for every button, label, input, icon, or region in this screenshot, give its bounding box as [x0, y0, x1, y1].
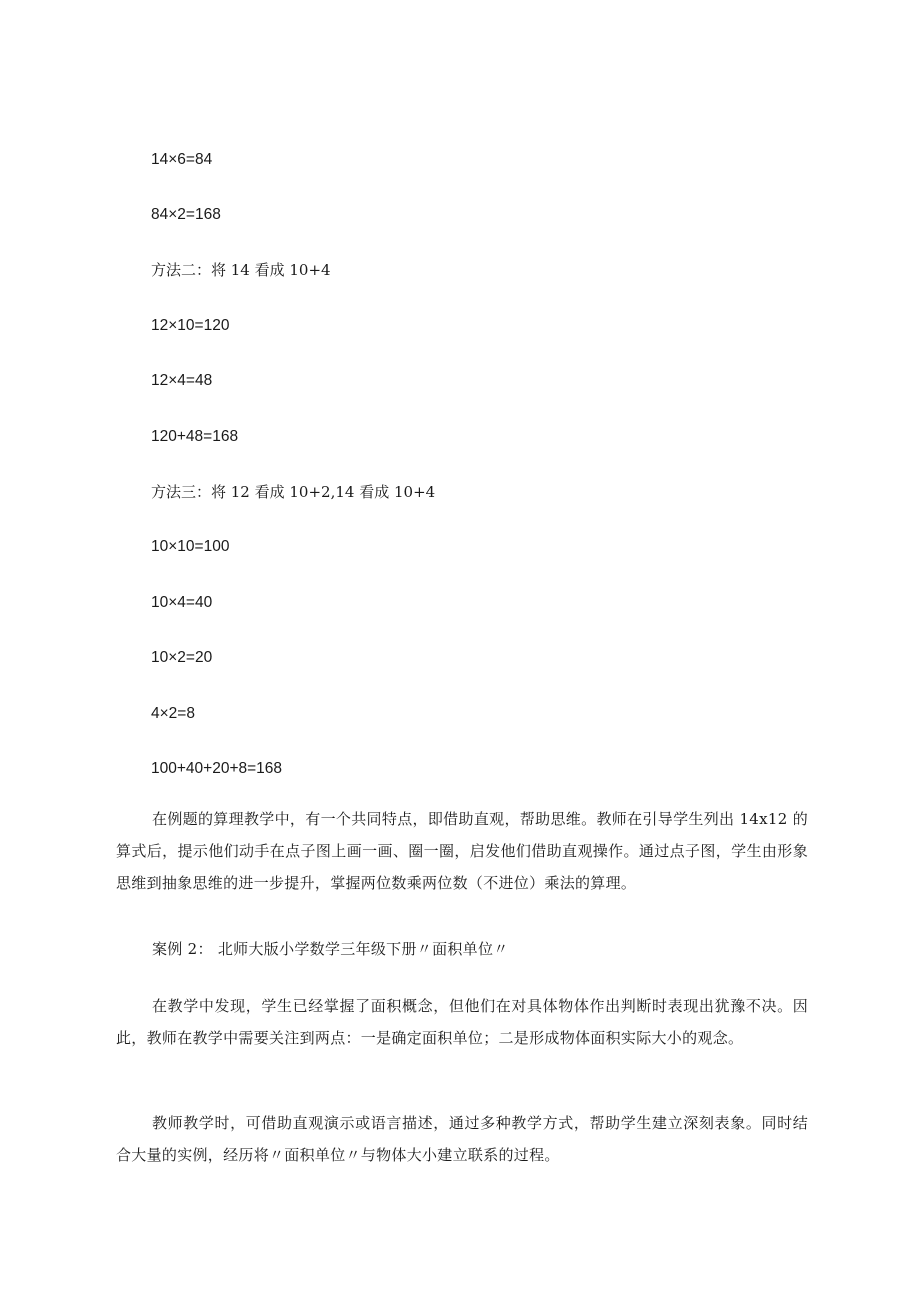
calc-line-sum: 100+40+20+8=168	[151, 760, 283, 777]
calc-line-10x2: 10×2=20	[151, 649, 213, 666]
calc-line-12x4: 12×4=48	[151, 372, 213, 389]
paragraph-arithmetic-teaching: 在例题的算理教学中，有一个共同特点，即借助直观，帮助思维。教师在引导学生列出 14x12 的算式后，提示他们动手在点子图上画一画、圈一圈，启发他们借助直观操作。通过点子图，学生由形象思维到抽象思维的进一步提升，掌握两位数乘两位数（不进位）乘法的算理。	[116, 810, 808, 892]
case-2-heading: 案例 2： 北师大版小学数学三年级下册〃面积单位〃	[152, 940, 509, 958]
calc-line-84x2: 84×2=168	[151, 206, 221, 223]
method-two-heading: 方法二：将 14 看成 10+4	[151, 261, 331, 279]
calc-line-4x2: 4×2=8	[151, 705, 195, 722]
calc-line-14x6: 14×6=84	[151, 151, 213, 168]
calc-line-10x10: 10×10=100	[151, 538, 230, 555]
calc-line-120-48: 120+48=168	[151, 428, 239, 445]
paragraph-area-concept: 在教学中发现，学生已经掌握了面积概念，但他们在对具体物体作出判断时表现出犹豫不决。因此，教师在教学中需要关注到两点：一是确定面积单位；二是形成物体面积实际大小的观念。	[116, 997, 808, 1047]
paragraph-teaching-method: 教师教学时，可借助直观演示或语言描述，通过多种教学方式，帮助学生建立深刻表象。同时结合大量的实例，经历将〃面积单位〃与物体大小建立联系的过程。	[116, 1114, 808, 1164]
method-three-heading: 方法三：将 12 看成 10+2,14 看成 10+4	[151, 483, 436, 501]
calc-line-12x10: 12×10=120	[151, 317, 230, 334]
calc-line-10x4: 10×4=40	[151, 594, 213, 611]
